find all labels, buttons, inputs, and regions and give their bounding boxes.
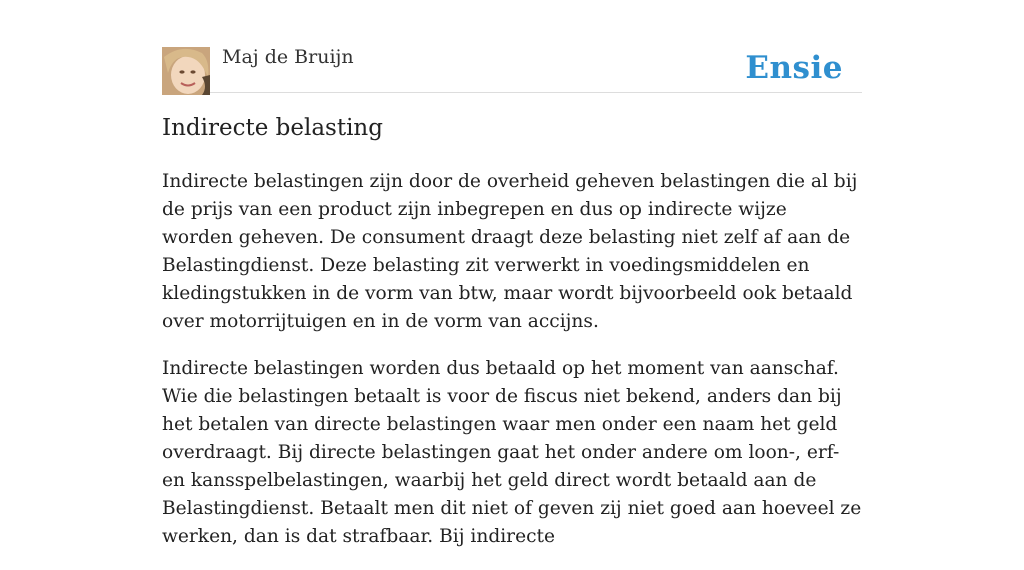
ensie-logo[interactable]: Ensie <box>745 50 843 86</box>
article-title: Indirecte belasting <box>162 115 383 141</box>
author-photo <box>162 47 210 95</box>
article-body <box>162 168 862 570</box>
author-name[interactable]: Maj de Bruijn <box>222 46 354 68</box>
article-page <box>162 0 862 547</box>
author-avatar[interactable] <box>162 47 210 95</box>
article-header <box>162 0 862 93</box>
paragraph: Indirecte belastingen worden dus betaald op het moment van aanschaf. Wie die belastingen betaalt is voor de fiscus niet bekend, anders dan bij het betalen van directe belastingen waar men onder een naam het geld overdraagt. Bij directe belastingen gaat het onder andere om loon-, erf- en kansspelbelastingen, waarbij het geld direct wordt betaald aan de Belastingdienst. Betaalt men dit niet of geven zij niet goed aan hoeveel ze werken, dan is dat strafbaar. Bij indirecte <box>162 358 862 547</box>
paragraph: Indirecte belastingen zijn door de overheid geheven belastingen die al bij de prijs van een product zijn inbegrepen en dus op indirecte wijze worden geheven. De consument draagt deze belasting niet zelf af aan de Belastingdienst. Deze belasting zit verwerkt in voedingsmiddelen en kledingstukken in de vorm van btw, maar wordt bijvoorbeeld ook betaald over motorrijtuigen en in de vorm van accijns. <box>162 171 858 332</box>
